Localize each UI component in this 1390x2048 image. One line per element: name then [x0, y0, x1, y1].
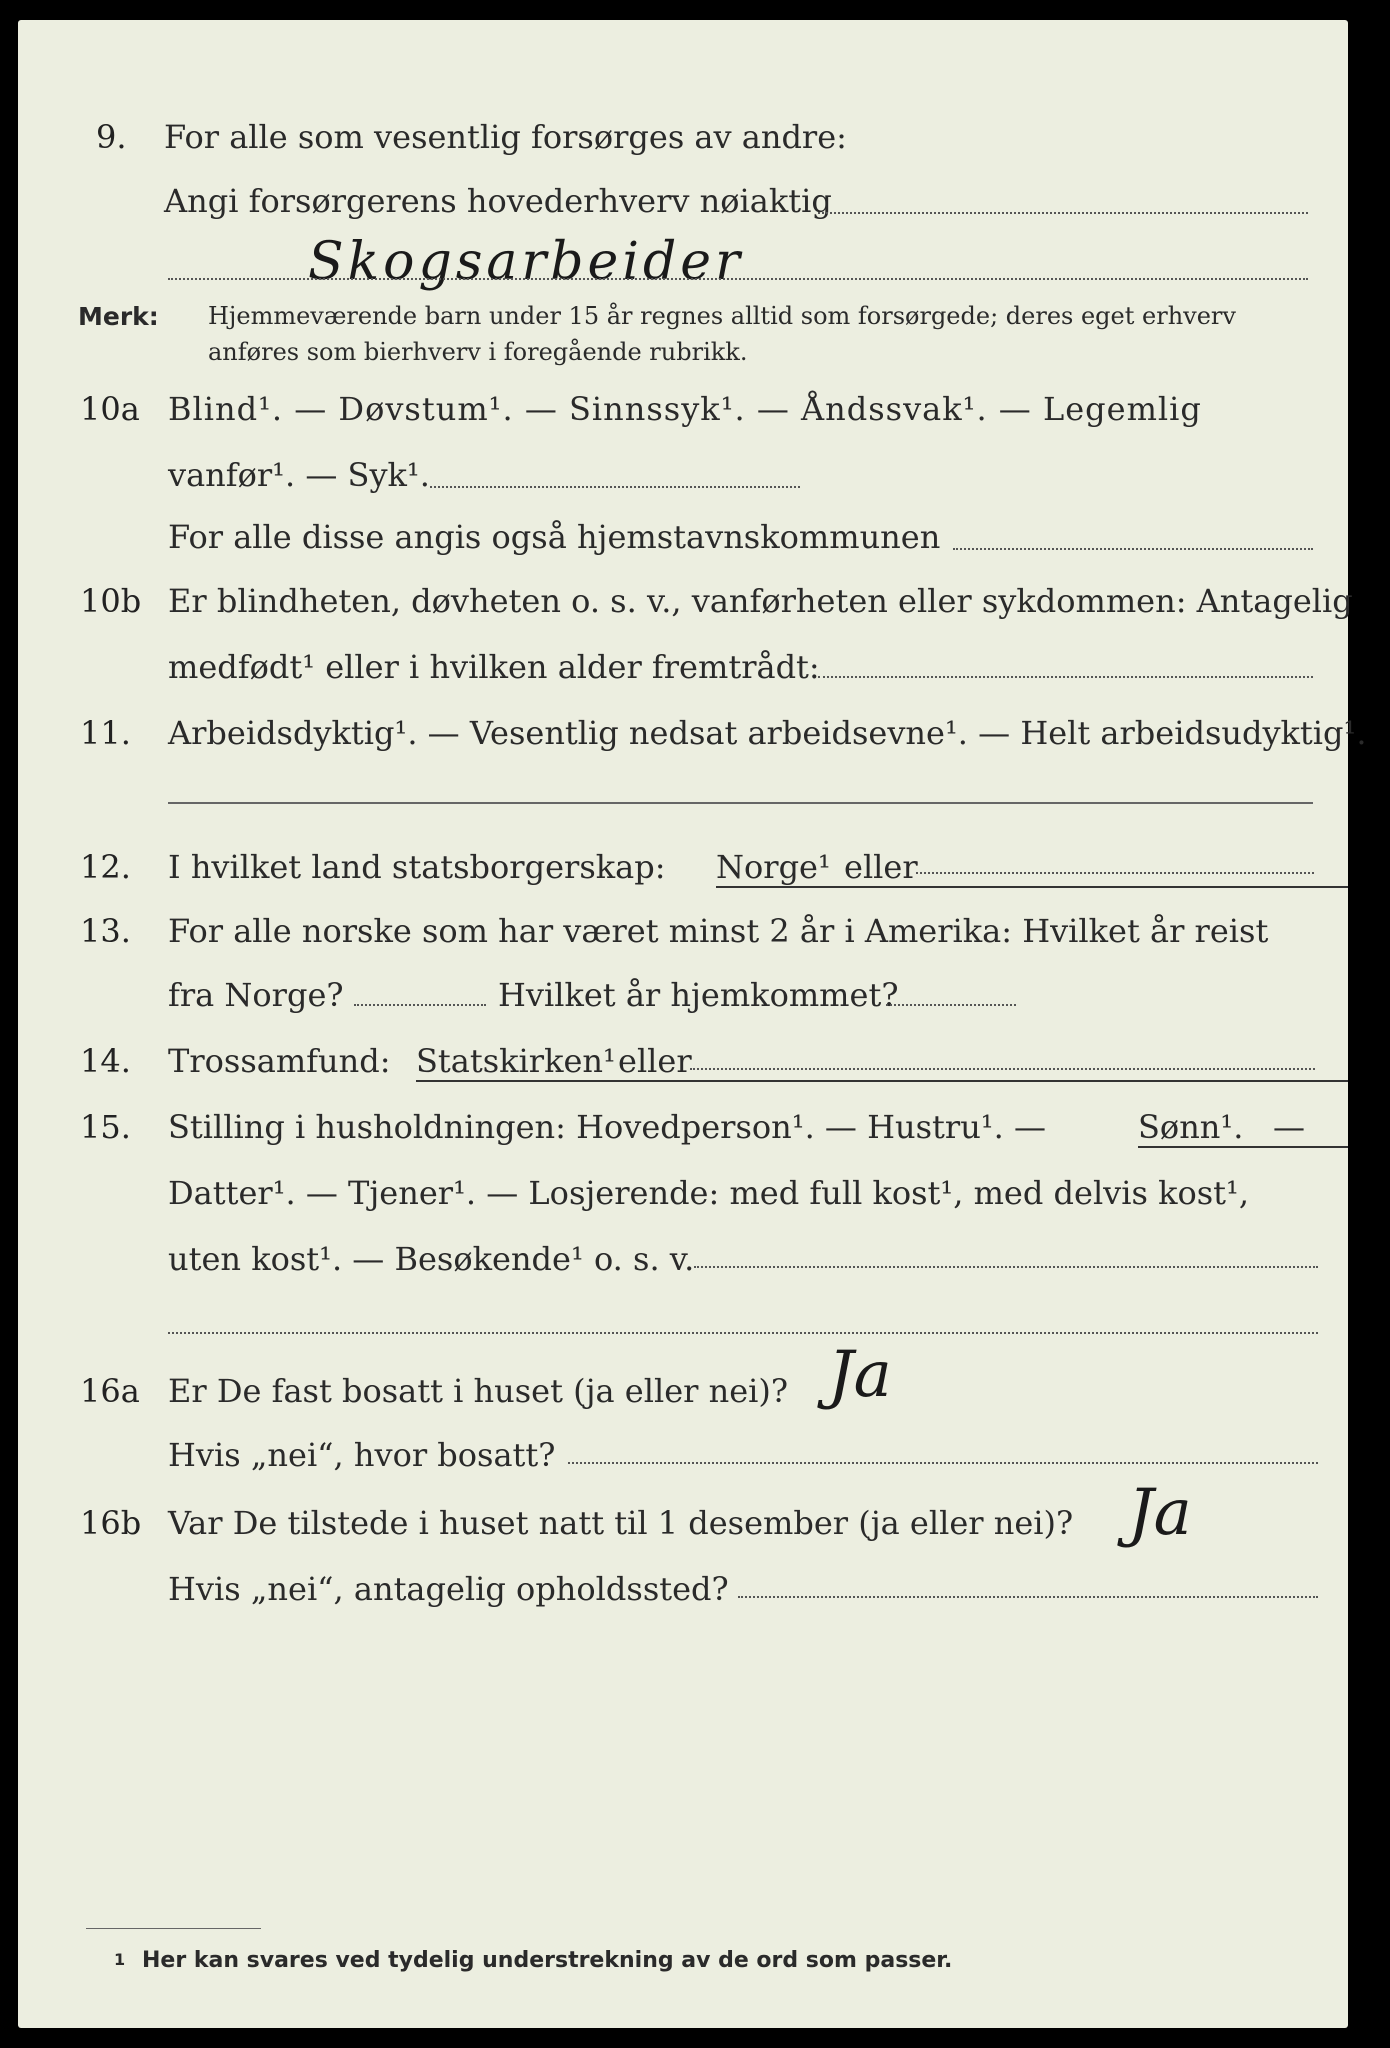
- q10a-line1: Blind¹. — Døvstum¹. — Sinnssyk¹. — Åndssvak¹. — Legemlig: [168, 390, 1202, 428]
- q9-line1: For alle som vesentlig forsørges av andre:: [164, 118, 847, 156]
- q12-suffix: eller: [844, 848, 918, 886]
- q14-choice-statskirken: Statskirken¹: [416, 1042, 1348, 1082]
- census-form-page: [18, 20, 1367, 2028]
- q15-number: 15.: [80, 1108, 131, 1146]
- q10a-line2: vanfør¹. — Syk¹.: [168, 456, 430, 494]
- q15-line2: Datter¹. — Tjener¹. — Losjerende: med full kost¹, med delvis kost¹,: [168, 1174, 1250, 1212]
- q14-other-field: [690, 1068, 1315, 1070]
- q9-handwritten-answer: Skogsarbeider: [308, 232, 744, 292]
- merk-line1: Hjemmeværende barn under 15 år regnes alltid som forsørgede; deres eget erhverv: [208, 302, 1236, 330]
- q13-reist-field: [354, 1004, 486, 1006]
- q13-hjemkommet-field: [886, 1004, 1016, 1006]
- q15-answer-line: [168, 1332, 1318, 1334]
- q16b-line2: Hvis „nei“, antagelig opholdssted?: [168, 1570, 729, 1608]
- q9-answer-line: [168, 278, 1308, 280]
- q9-number: 9.: [96, 118, 127, 156]
- q14-suffix: eller: [618, 1042, 692, 1080]
- footnote-rule: [86, 1928, 261, 1929]
- q14-number: 14.: [80, 1042, 131, 1080]
- q9-dotted-field: [818, 212, 1308, 214]
- q12-other-field: [916, 872, 1314, 874]
- q10b-alder-field: [818, 676, 1313, 678]
- footnote-mark: 1: [114, 1950, 126, 1969]
- q16a-bosatt-field: [568, 1462, 1318, 1464]
- q9-line2: Angi forsørgerens hovederhverv nøiaktig: [164, 182, 832, 220]
- merk-label: Merk:: [78, 302, 159, 331]
- q15-dash: —: [1273, 1108, 1305, 1146]
- q11-line1: Arbeidsdyktig¹. — Vesentlig nedsat arbeidsevne¹. — Helt arbeidsudyktig¹.: [168, 714, 1367, 752]
- q16b-number: 16b: [80, 1504, 142, 1542]
- q14-prefix: Trossamfund:: [168, 1042, 391, 1080]
- q16a-number: 16a: [80, 1372, 140, 1410]
- q16b-opholdssted-field: [738, 1596, 1318, 1598]
- q15-line3: uten kost¹. — Besøkende¹ o. s. v.: [168, 1240, 695, 1278]
- q15-choice-sonn: Sønn¹.: [1138, 1108, 1348, 1148]
- q10b-number: 10b: [80, 582, 142, 620]
- q10b-line1: Er blindheten, døvheten o. s. v., vanførheten eller sykdommen: Antagelig: [168, 582, 1353, 620]
- merk-line2: anføres som bierhverv i foregående rubrikk.: [208, 338, 748, 366]
- q13-number: 13.: [80, 912, 131, 950]
- footnote-text: Her kan svares ved tydelig understrekning av de ord som passer.: [142, 1948, 953, 1973]
- q15-line1a: Stilling i husholdningen: Hovedperson¹. — Hustru¹. —: [168, 1108, 1046, 1146]
- q16a-handwritten-answer: Ja: [828, 1338, 892, 1412]
- q12-number: 12.: [80, 848, 131, 886]
- q10a-number: 10a: [80, 390, 140, 428]
- q16b-handwritten-answer: Ja: [1128, 1476, 1192, 1550]
- q12-choice-norge: Norge¹: [716, 848, 1348, 888]
- q16a-line2: Hvis „nei“, hvor bosatt?: [168, 1436, 556, 1474]
- q10a-syk-field: [430, 486, 800, 488]
- q13-line1: For alle norske som har været minst 2 år i Amerika: Hvilket år reist: [168, 912, 1269, 950]
- q13-line2b: Hvilket år hjemkommet?: [498, 976, 899, 1014]
- q10a-line3: For alle disse angis også hjemstavnskommunen: [168, 518, 941, 556]
- q11-number: 11.: [80, 714, 131, 752]
- q13-line2a: fra Norge?: [168, 976, 344, 1014]
- q10b-line2: medfødt¹ eller i hvilken alder fremtrådt:: [168, 648, 820, 686]
- q15-other-field: [694, 1266, 1318, 1268]
- q16a-line1: Er De fast bosatt i huset (ja eller nei)?: [168, 1372, 789, 1410]
- q11-answer-line: [168, 802, 1313, 804]
- q16b-line1: Var De tilstede i huset natt til 1 desember (ja eller nei)?: [168, 1504, 1074, 1542]
- q12-prefix: I hvilket land statsborgerskap:: [168, 848, 666, 886]
- q10a-hjemstavn-field: [953, 548, 1313, 550]
